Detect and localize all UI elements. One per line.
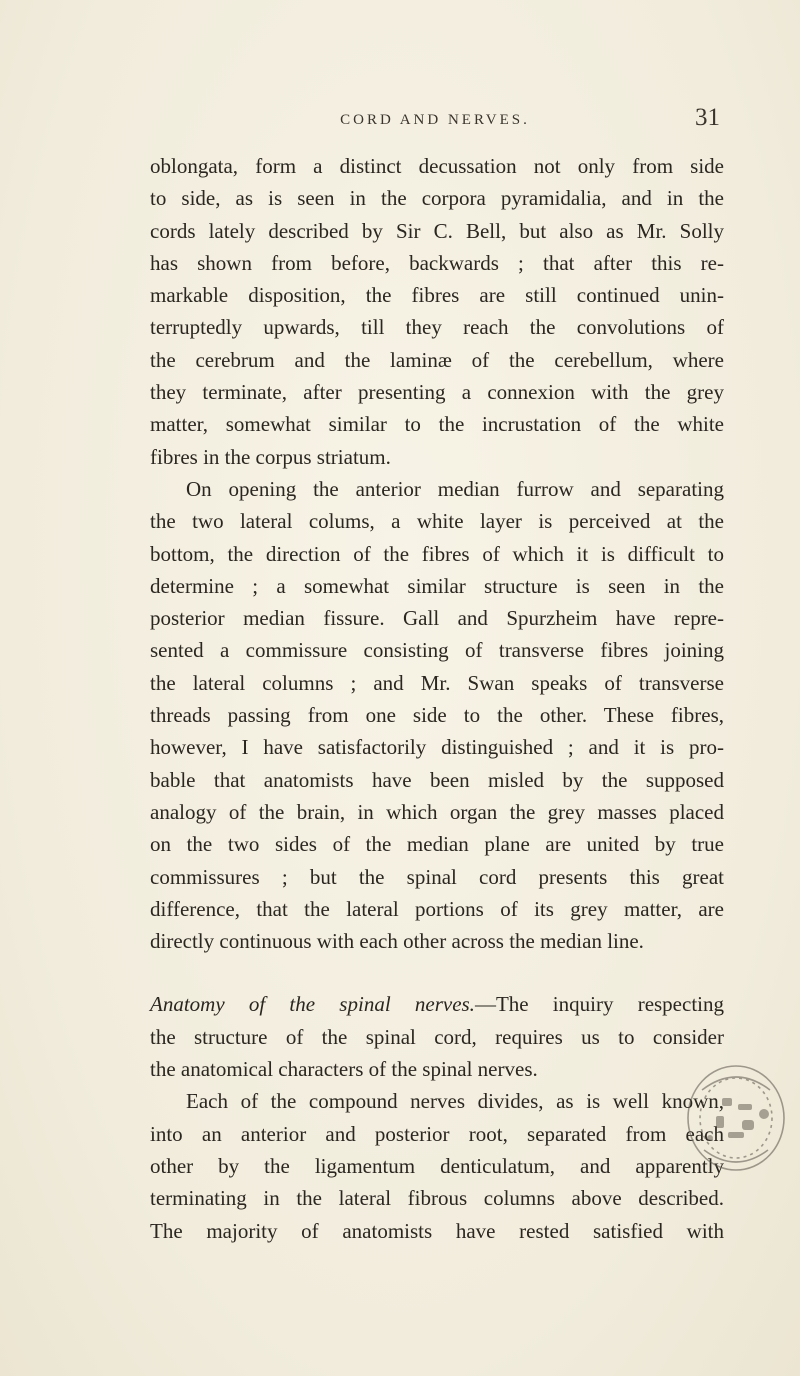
text-line: markable disposition, the fibres are still continued unin- bbox=[150, 283, 724, 308]
text-line: commissures ; but the spinal cord presents this great bbox=[150, 864, 724, 889]
text-line: other by the ligamentum denticulatum, and apparently bbox=[150, 1153, 724, 1178]
text-line: on the two sides of the median plane are united by true bbox=[150, 832, 724, 857]
text-line: to side, as is seen in the corpora pyramidalia, and in the bbox=[150, 186, 724, 211]
text-line: they terminate, after presenting a connexion with the grey bbox=[150, 380, 724, 405]
text-line: fibres in the corpus striatum. bbox=[150, 444, 391, 469]
section-heading: Anatomy of the spinal nerves. bbox=[150, 992, 475, 1017]
text-line: however, I have satisfactorily distinguished ; and it is pro- bbox=[150, 735, 724, 760]
text-line: sented a commissure consisting of transverse fibres joining bbox=[150, 638, 724, 663]
text-line: cords lately described by Sir C. Bell, but also as Mr. Solly bbox=[150, 218, 724, 243]
text-line: the two lateral colums, a white layer is perceived at the bbox=[150, 509, 724, 534]
library-stamp-icon bbox=[680, 1058, 792, 1178]
text-line: On opening the anterior median furrow and separating bbox=[186, 476, 724, 501]
body-text bbox=[150, 150, 724, 1247]
text-line: Each of the compound nerves divides, as is well known, bbox=[186, 1089, 724, 1114]
text-line: directly continuous with each other across the median line. bbox=[150, 929, 644, 954]
text-line: terminating in the lateral fibrous columns above described. bbox=[150, 1186, 724, 1211]
page-number: 31 bbox=[695, 104, 720, 131]
text-line: difference, that the lateral portions of its grey matter, are bbox=[150, 896, 724, 921]
running-title: CORD AND NERVES. bbox=[340, 112, 530, 128]
text-line: The majority of anatomists have rested satisfied with bbox=[150, 1218, 724, 1243]
text-line: the lateral columns ; and Mr. Swan speaks of transverse bbox=[150, 670, 724, 695]
text-line: has shown from before, backwards ; that after this re- bbox=[150, 250, 724, 275]
text-line: the anatomical characters of the spinal nerves. bbox=[150, 1057, 538, 1082]
text-line: posterior median fissure. Gall and Spurzheim have repre- bbox=[150, 606, 724, 631]
text-line: threads passing from one side to the other. These fibres, bbox=[150, 703, 724, 728]
text-line: determine ; a somewhat similar structure is seen in the bbox=[150, 573, 724, 598]
section-heading-line bbox=[150, 988, 724, 1020]
text-line: bottom, the direction of the fibres of which it is difficult to bbox=[150, 541, 724, 566]
text-line: the cerebrum and the laminæ of the cerebellum, where bbox=[150, 347, 724, 372]
text-line: the structure of the spinal cord, requires us to consider bbox=[150, 1024, 724, 1049]
text-line: analogy of the brain, in which organ the grey masses placed bbox=[150, 799, 724, 824]
text-line: bable that anatomists have been misled by the supposed bbox=[150, 767, 724, 792]
text-line: oblongata, form a distinct decussation not only from side bbox=[150, 154, 724, 178]
section-gap bbox=[150, 957, 724, 988]
text-line: into an anterior and posterior root, separated from each bbox=[150, 1121, 724, 1146]
section-heading-rest: —The inquiry respecting bbox=[474, 992, 724, 1017]
text-line: matter, somewhat similar to the incrustation of the white bbox=[150, 412, 724, 437]
text-line: terruptedly upwards, till they reach the convolutions of bbox=[150, 315, 724, 340]
running-header bbox=[150, 102, 720, 142]
